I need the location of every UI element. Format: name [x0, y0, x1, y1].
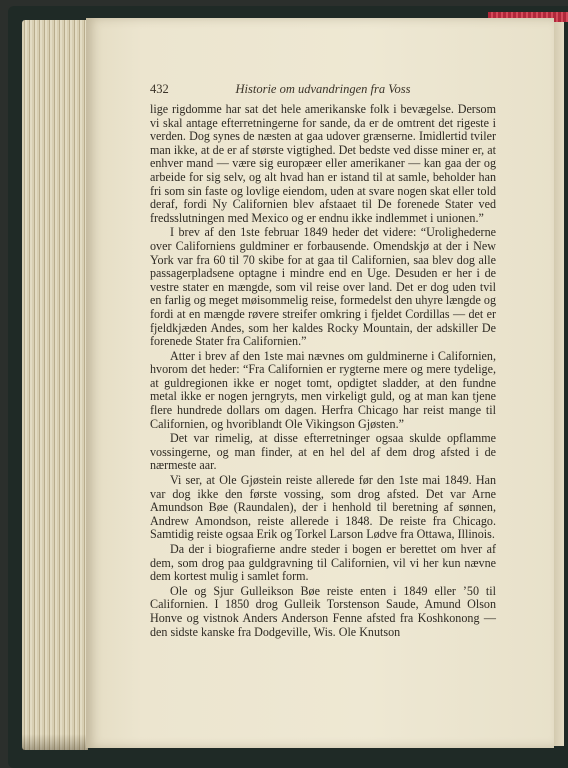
paragraph: Atter i brev af den 1ste mai nævnes om guldminerne i Californien, hvorom det heder: “Fra Californien er rygterne mere og mere tydelige, at guldregionen ikke er noget tomt, opdigtet sladder, at den fundne metal ikke er nogen jerngryts, men virkeligt guld, og at man kan tjene flere hundrede dollars om dagen. Herfra Chicago har reist mange til Californien, og hvoriblandt Ole Vikingson Gjøsten.” [150, 348, 496, 431]
page-edges-stack [22, 20, 88, 750]
paragraph: Det var rimelig, at disse efterretninger ogsaa skulde opflamme vossingerne, og man finder, at en hel del af dem drog afsted i de nærmeste aar. [150, 431, 496, 473]
paragraph: Ole og Sjur Gulleikson Bøe reiste enten i 1849 eller ’50 til Californien. I 1850 drog Gulleik Torstenson Saude, Amund Olson Honve og vistnok Anders Anderson Fenne afsted fra Koshkonong — den sidste kanske fra Dodgeville, Wis. Ole Knutson [150, 583, 496, 639]
paragraph: Da der i biografierne andre steder i bogen er berettet om hver af dem, som drog paa guldgravning til Californien, vil vi her kun nævne dem kortest mulig i samlet form. [150, 542, 496, 584]
body-text [150, 103, 496, 639]
page-header [150, 82, 496, 100]
page-number: 432 [150, 82, 169, 96]
paragraph: I brev af den 1ste februar 1849 heder det videre: “Urolighederne over Californiens guldminer er forbausende. Omendskjø at der i New York var fra 60 til 70 skibe for at gaa til Californien, saa blev dog alle passagerpladsene optagne i mindre end en Uge. Desuden er her i de vestre stater en mængde, som vil reise over land. Det er dog uden tvil en farlig og meget møisommelig reise, formedelst den uhyre længde og fordi at en mængde røvere streifer omkring i fjeldet Cordillas — det er fjeldkjæden Andes, som her kaldes Rocky Mountain, der adskiller De forenede Stater fra Californien.” [150, 225, 496, 349]
paragraph: Vi ser, at Ole Gjøstein reiste allerede før den 1ste mai 1849. Han var dog ikke den første vossing, som drog afsted. Det var Arne Amundson Bøe (Raundalen), der i henhold til beretning af sønnen, Andrew Amondson, reiste allerede i 1848. De reiste fra Chicago. Samtidig reiste ogsaa Erik og Torkel Larson Lødve fra Ottawa, Illinois. [150, 473, 496, 542]
paragraph: lige rigdomme har sat det hele amerikanske folk i bevægelse. Dersom vi skal antage efterretningerne for sande, da er de omtrent det rigeste i verden. Dog synes de næsten at gaa udover grænserne. Imidlertid tviler man ikke, at de er af største vigtighed. Det bedste ved disse miner er, at enhver mand — være sig europæer eller amerikaner — kan gaa der og arbeide for sig selv, og alt hvad han er istand til at samle, beholder han fri som sin faste og lovlige eiendom, uden at svare nogen skat eller told deraf, fordi Ny Californien blev afstaaet til De forenede Stater ved fredsslutningen med Mexico og er endnu ikke indlemmet i unionen.” [150, 102, 496, 225]
running-title: Historie om udvandringen fra Voss [235, 82, 411, 96]
